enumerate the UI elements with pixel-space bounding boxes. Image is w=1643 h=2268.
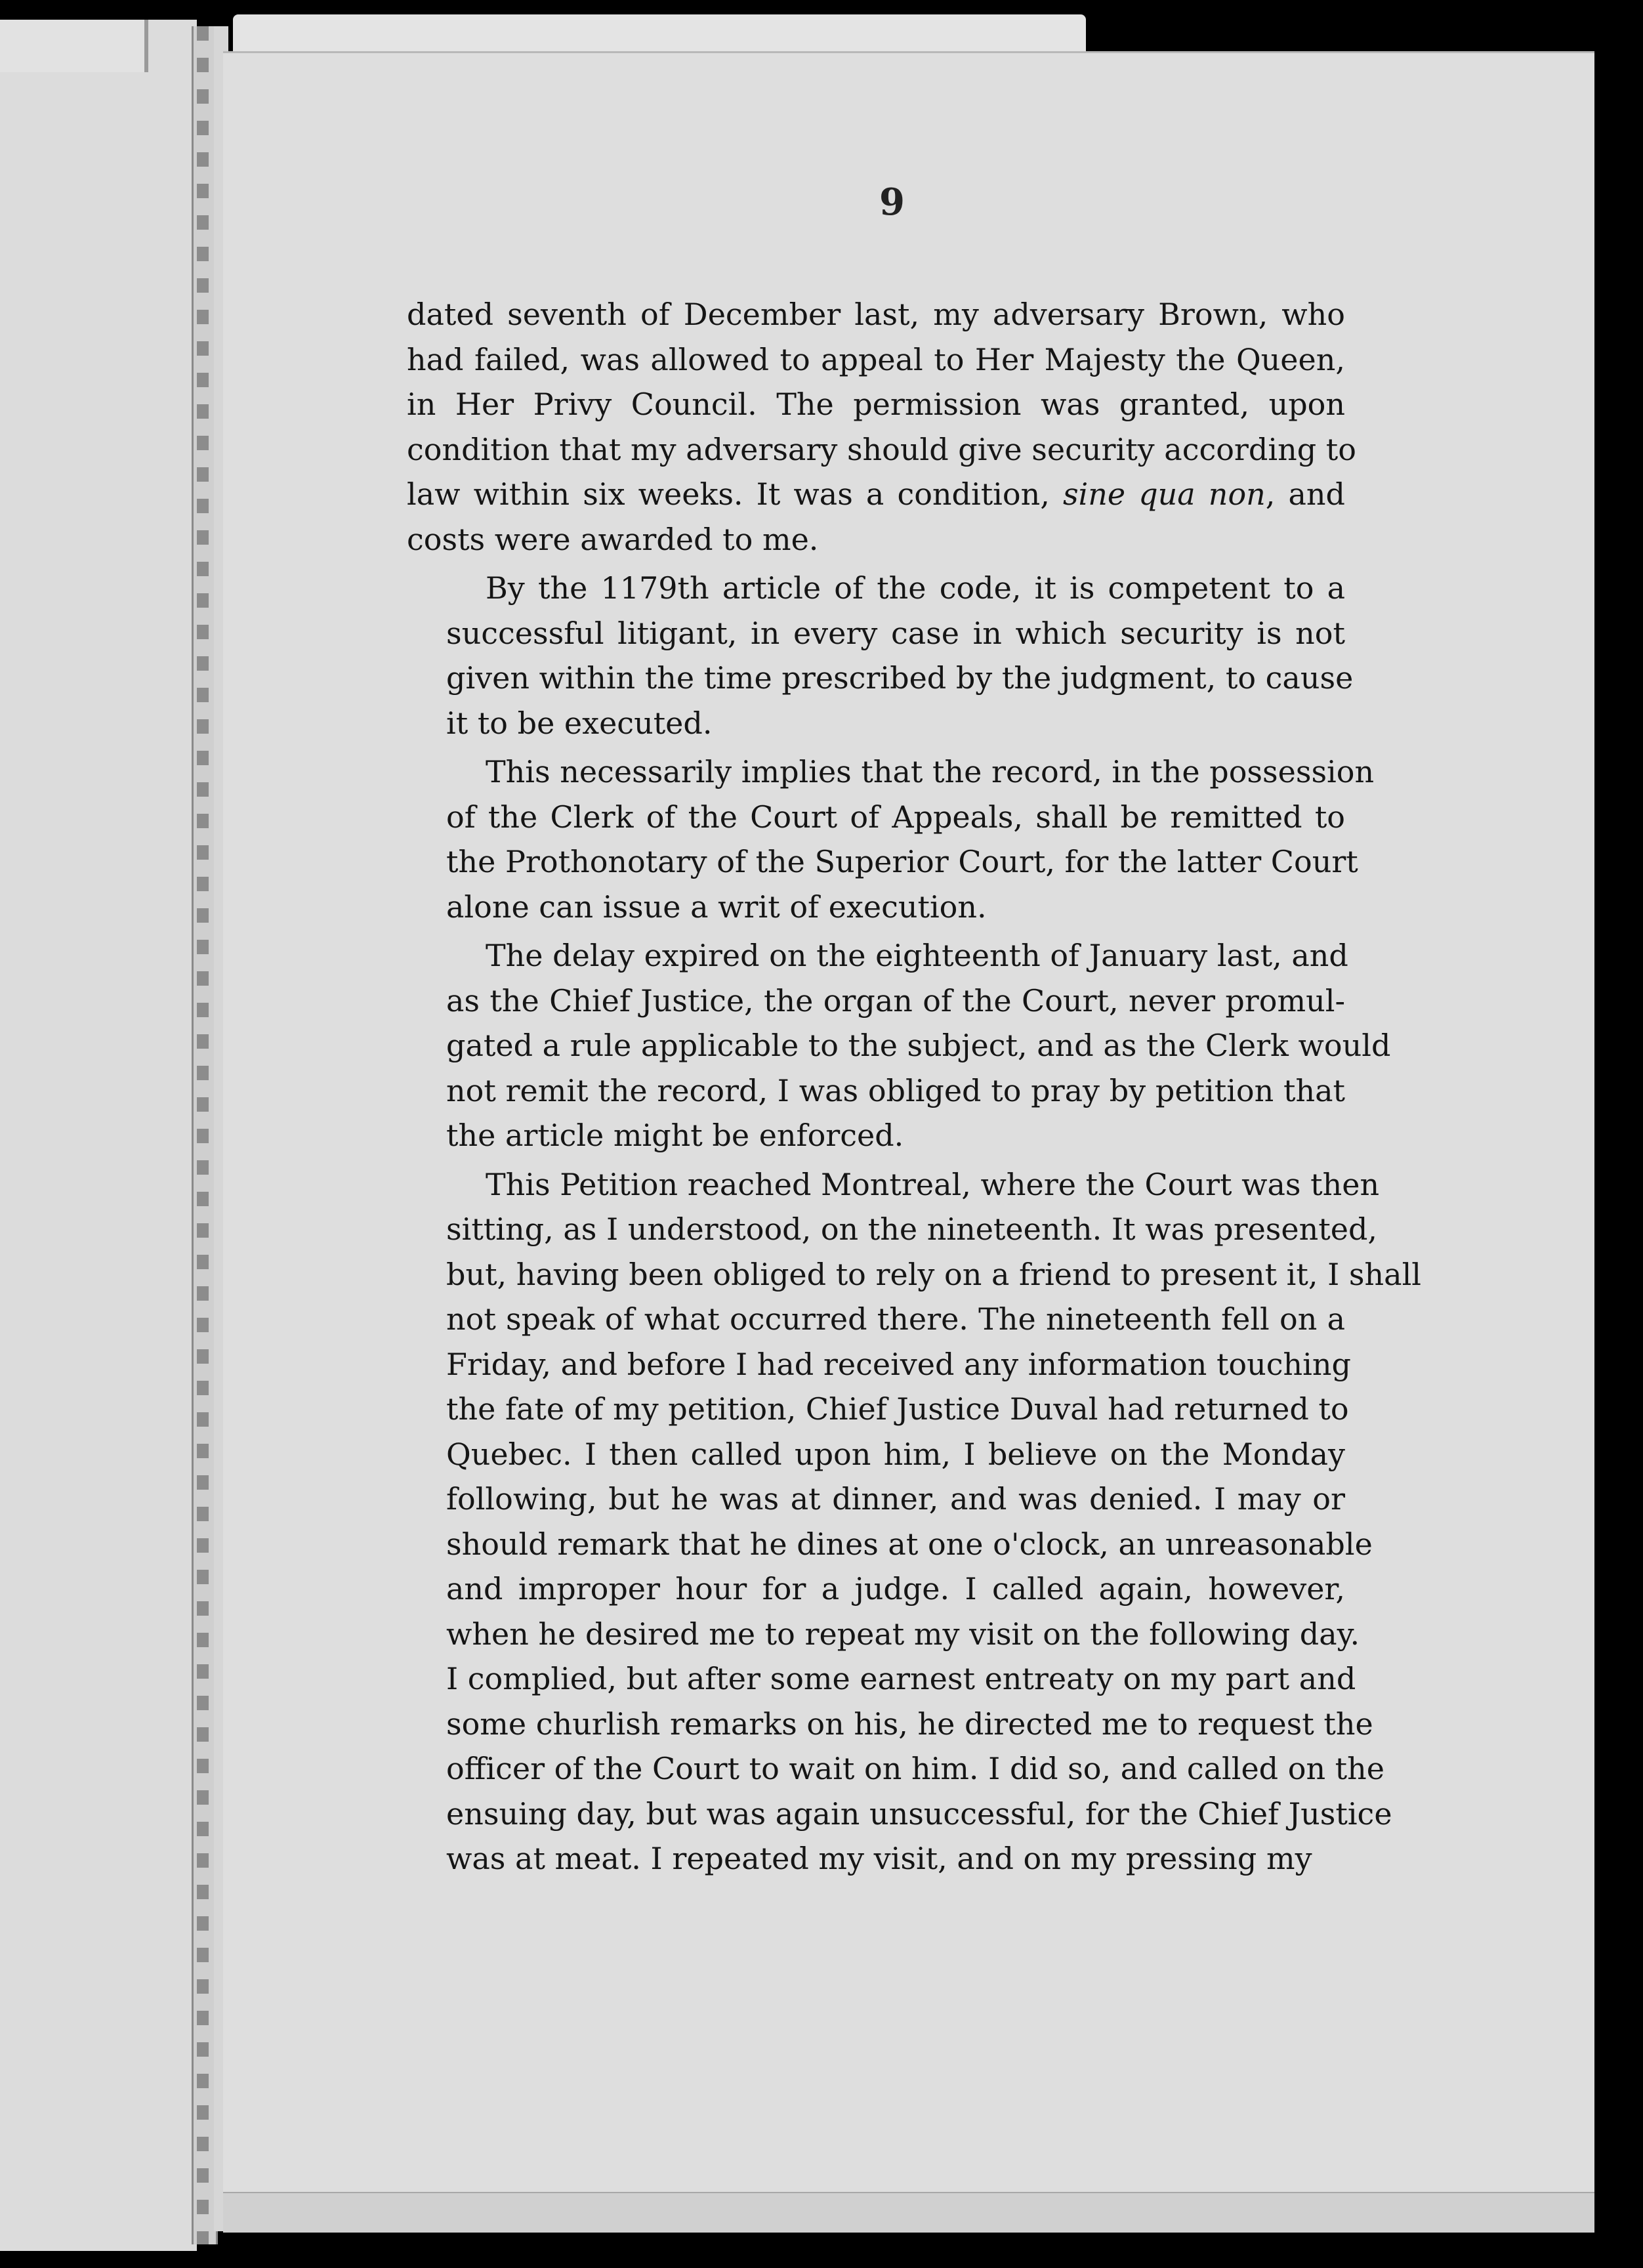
text-line: gated a rule applicable to the subject, and as the Clerk would xyxy=(446,1028,1391,1063)
page-number: 9 xyxy=(879,180,905,224)
text-line: successful litigant, in every case in which security is not xyxy=(446,615,1345,651)
text-line: officer of the Court to wait on him. I did so, and called on the xyxy=(446,1751,1385,1786)
text-line: the article might be enforced. xyxy=(446,1118,904,1153)
left-page xyxy=(0,20,197,2251)
text-line: not remit the record, I was obliged to pray by petition that xyxy=(446,1072,1345,1108)
text-line: This necessarily implies that the record, in the possession xyxy=(486,754,1375,789)
text-line: The delay expired on the eighteenth of January last, and xyxy=(486,938,1348,973)
text-line: as the Chief Justice, the organ of the Court, never promul- xyxy=(446,982,1345,1018)
text-line: ensuing day, but was again unsuccessful, for the Chief Justice xyxy=(446,1796,1392,1832)
text-line: and improper hour for a judge. I called again, however, xyxy=(446,1571,1345,1606)
text-line: had failed, was allowed to appeal to Her Majesty the Queen, xyxy=(407,341,1345,377)
text-line: but, having been obliged to rely on a friend to present it, I shall xyxy=(446,1256,1421,1292)
text-line: it to be executed. xyxy=(446,705,713,741)
text-line: the fate of my petition, Chief Justice Duval had returned to xyxy=(446,1391,1349,1427)
text-line: dated seventh of December last, my adversary Brown, who xyxy=(407,297,1345,332)
text-line: following, but he was at dinner, and was denied. I may or xyxy=(446,1481,1345,1517)
left-page-top-strip xyxy=(0,20,148,72)
text-line: I complied, but after some earnest entreaty on my part and xyxy=(446,1661,1356,1696)
text-line: some churlish remarks on his, he directed me to request the xyxy=(446,1706,1373,1742)
text-line: in Her Privy Council. The permission was granted, upon xyxy=(407,387,1345,422)
text-line: given within the time prescribed by the judgment, to cause xyxy=(446,660,1354,696)
text-line: of the Clerk of the Court of Appeals, shall be remitted to xyxy=(446,799,1345,835)
text-line: when he desired me to repeat my visit on the following day. xyxy=(446,1616,1360,1652)
body-text xyxy=(407,292,1421,1885)
paragraph xyxy=(407,566,1354,746)
text-line: This Petition reached Montreal, where the Court was then xyxy=(486,1166,1380,1202)
page-bottom-edge xyxy=(223,2192,1594,2233)
paragraph xyxy=(407,1162,1421,1881)
text-line: costs were awarded to me. xyxy=(407,521,819,557)
paragraph xyxy=(407,933,1391,1158)
text-line: Friday, and before I had received any information touching xyxy=(446,1346,1351,1382)
binding-stitches xyxy=(197,26,209,2244)
text-line: the Prothonotary of the Superior Court, for the latter Court xyxy=(446,844,1358,879)
paragraph xyxy=(407,749,1375,929)
text-line: should remark that he dines at one o'clock, an unreasonable xyxy=(446,1526,1373,1562)
text-line: Quebec. I then called upon him, I believe on the Monday xyxy=(446,1436,1345,1472)
text-line: was at meat. I repeated my visit, and on my pressing my xyxy=(446,1841,1312,1876)
text-line: By the 1179th article of the code, it is competent to a xyxy=(486,570,1345,606)
text-line: alone can issue a writ of execution. xyxy=(446,889,987,925)
paragraph xyxy=(407,292,1356,562)
italic-phrase: sine qua non xyxy=(1062,476,1266,512)
text-line: condition that my adversary should give security according to xyxy=(407,431,1356,467)
text-line: not speak of what occurred there. The nineteenth fell on a xyxy=(446,1301,1345,1337)
text-line: sitting, as I understood, on the nineteenth. It was presented, xyxy=(446,1211,1378,1247)
text-line: law within six weeks. It was a condition, sine qua non, and xyxy=(407,476,1345,512)
